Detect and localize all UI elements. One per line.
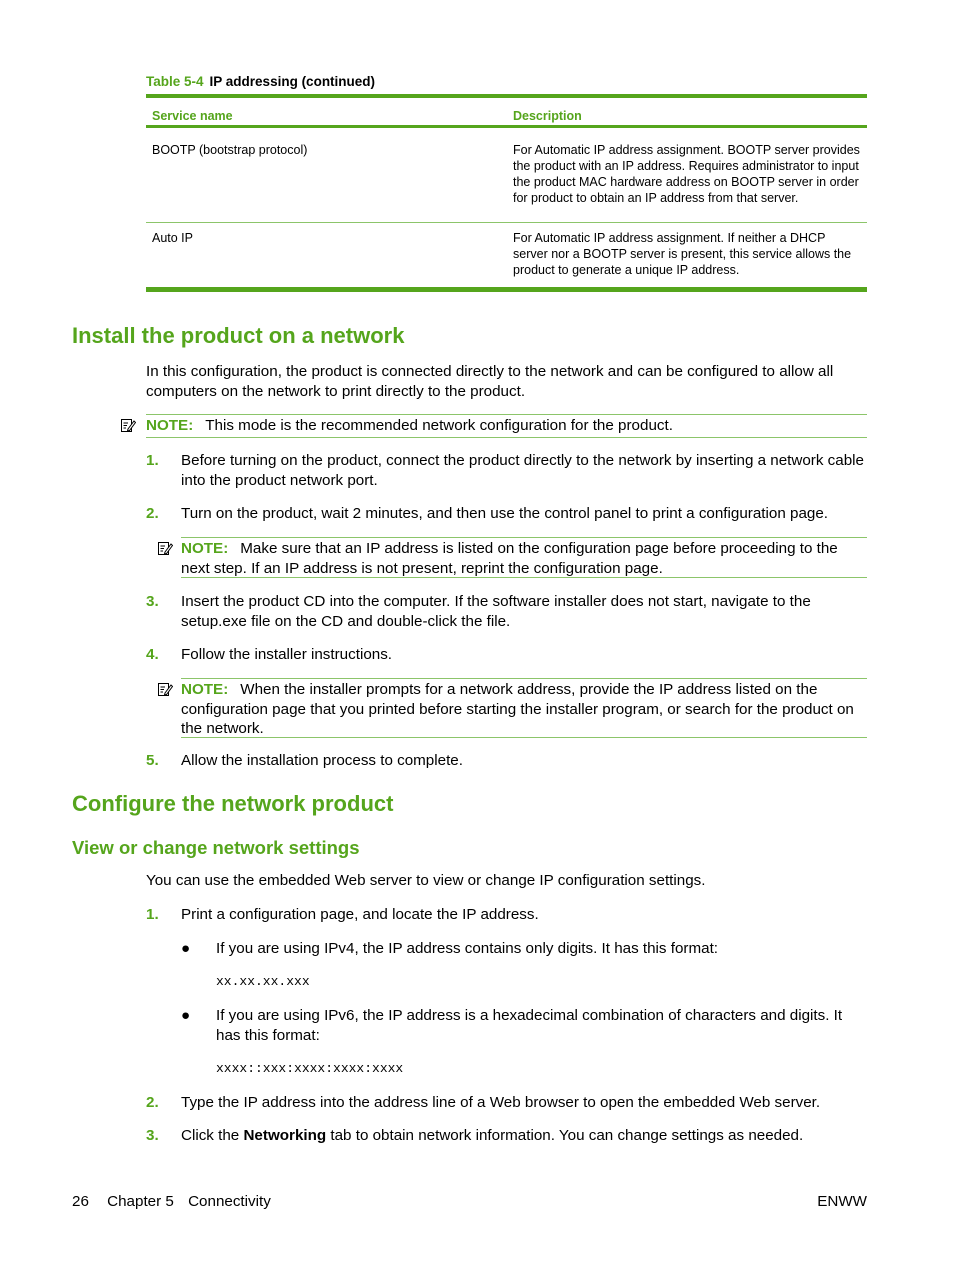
note-icon [120,417,136,433]
footer-code: ENWW [817,1193,867,1210]
note-label: NOTE: [146,417,194,434]
step-text [181,1126,867,1146]
note-label: NOTE: [181,540,229,557]
table-caption [146,74,375,89]
ipv6-format-code: xxxx::xxx:xxxx:xxxx:xxxx [216,1061,404,1076]
ipv4-format-code: xx.xx.xx.xxx [216,974,310,989]
bullet-text: If you are using IPv6, the IP address is a hexadecimal combination of characters and digits. It has this format: [216,1007,843,1044]
table-header-description: Description [513,109,582,123]
subsection-heading: View or change network settings [72,837,360,858]
list-item [146,751,867,771]
step-text-pre: Click the [181,1127,244,1144]
step-number: 2. [146,1094,159,1111]
note-icon [157,540,173,556]
step-text-post: tab to obtain network information. You can change settings as needed. [326,1127,804,1144]
table-header-service-name: Service name [152,109,233,123]
step-number: 3. [146,1127,159,1144]
step-text: Insert the product CD into the computer. If the software installer does not start, navigate to the setup.exe file on the CD and double-click the file. [181,593,811,630]
list-item [146,645,867,665]
table-cell-description: For Automatic IP address assignment. BOOTP server provides the product with an IP address. Requires administrator to input the product MAC hardware address on BOOTP server in order for product to obtain an IP address from that server. [513,143,860,205]
note-text: Make sure that an IP address is listed on the configuration page before proceeding to the next step. If an IP address is not present, reprint the configuration page. [181,540,838,577]
step-number: 2. [146,505,159,522]
footer-chapter: Chapter 5 [107,1193,174,1210]
install-intro: In this configuration, the product is connected directly to the network and can be configured to allow all computers on the network to print directly to the product. [146,363,834,400]
list-item [146,451,867,491]
step-number: 1. [146,452,159,469]
list-item [181,939,867,959]
table-cell-description: For Automatic IP address assignment. If neither a DHCP server nor a BOOTP server is present, this service allows the product to generate a unique IP address. [513,231,852,277]
step-text: Allow the installation process to complete. [181,752,463,769]
step-number: 4. [146,646,159,663]
table-bottom-rule [146,287,867,292]
bullet-dot: ● [181,1007,191,1024]
table-cell-service: Auto IP [152,231,193,245]
note-label: NOTE: [181,681,229,698]
note-text: When the installer prompts for a network address, provide the IP address listed on the configuration page that you printed before starting the installer program, or search for the product on the network. [181,681,854,737]
table-row [146,223,867,287]
note-box [146,414,867,438]
list-item [146,592,867,632]
table-caption-title: IP addressing (continued) [209,74,376,89]
section-heading-install: Install the product on a network [72,323,405,348]
note-box [181,537,867,578]
list-item [146,504,867,524]
list-item [181,1006,867,1046]
step-number: 3. [146,593,159,610]
page-number: 26 [72,1193,89,1210]
note-icon [157,681,173,697]
table-cell-service: BOOTP (bootstrap protocol) [152,143,308,157]
step-text: Follow the installer instructions. [181,646,393,663]
step-text: Turn on the product, wait 2 minutes, and then use the control panel to print a configuration page. [181,505,829,522]
step-number: 1. [146,906,159,923]
ip-addressing-table [146,94,867,292]
configure-intro: You can use the embedded Web server to view or change IP configuration settings. [146,872,706,889]
list-item [146,1126,867,1146]
note-box [181,678,867,738]
footer-chapter-title: Connectivity [188,1193,271,1210]
bullet-dot: ● [181,940,191,957]
step-text: Print a configuration page, and locate the IP address. [181,906,539,923]
step-text: Before turning on the product, connect the product directly to the network by inserting a network cable into the product network port. [181,452,864,489]
step-number: 5. [146,752,159,769]
step-text: Type the IP address into the address line of a Web browser to open the embedded Web server. [181,1094,821,1111]
table-header-row [146,98,867,128]
bullet-text: If you are using IPv4, the IP address contains only digits. It has this format: [216,940,719,957]
list-item [146,905,867,925]
footer-left [72,1193,271,1210]
section-heading-configure: Configure the network product [72,791,394,816]
networking-tab-label: Networking [243,1127,327,1144]
note-text: This mode is the recommended network configuration for the product. [205,417,673,434]
table-row [146,128,867,223]
table-caption-number: Table 5-4 [146,74,204,89]
list-item [146,1093,867,1113]
